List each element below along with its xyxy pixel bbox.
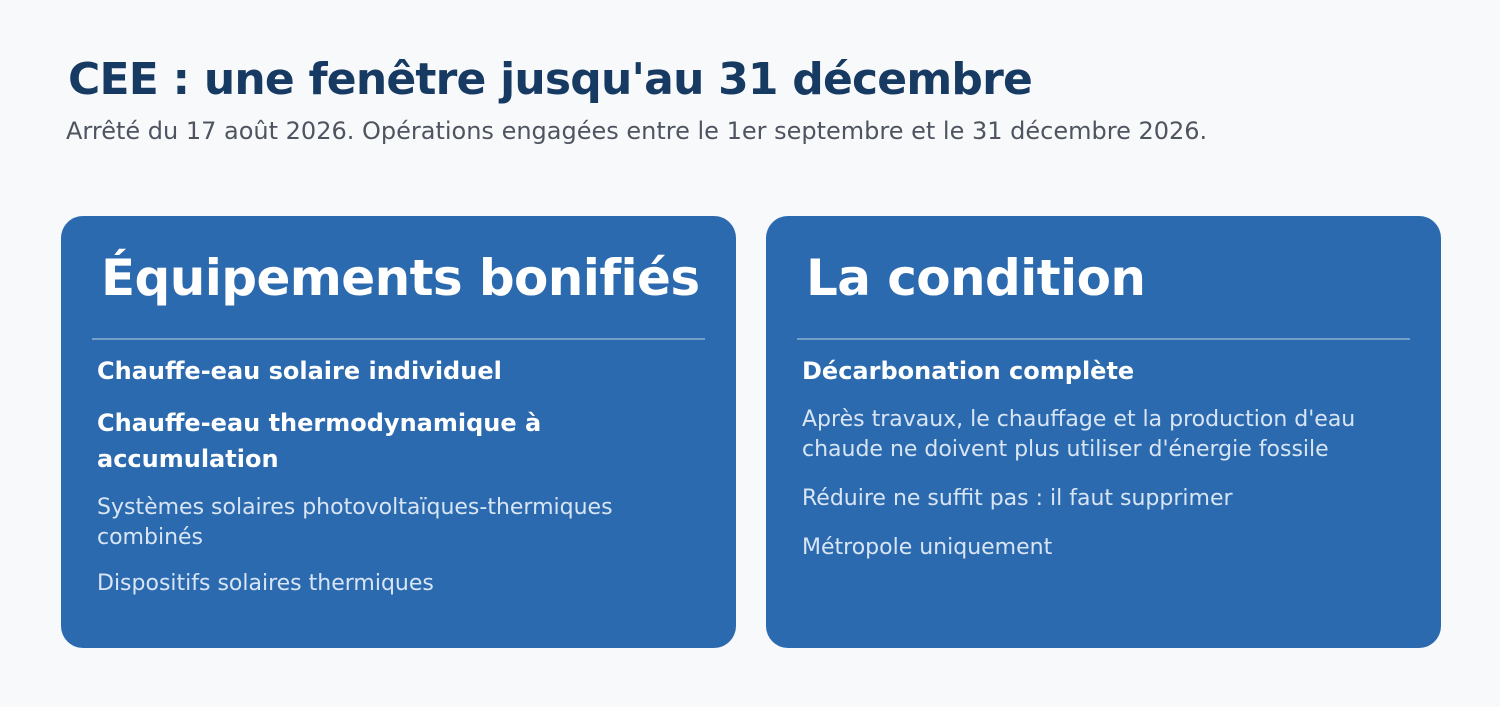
condition-card (766, 216, 1441, 648)
condition-item-no-fossil-energy: Après travaux, le chauffage et la production d'eau chaude ne doivent plus utiliser d'énergie fossile (802, 407, 1356, 462)
bonus-equipment-card-divider (92, 338, 705, 340)
bonus-equipment-item-pvt-systems: Systèmes solaires photovoltaïques-thermiques combinés (97, 495, 613, 550)
condition-item-remove-not-reduce: Réduire ne suffit pas : il faut supprimer (802, 486, 1233, 511)
bonus-equipment-card-title: Équipements bonifiés (101, 249, 700, 307)
page-header (68, 50, 1448, 148)
condition-list (802, 353, 1413, 582)
bonus-equipment-item-solar-water-heater: Chauffe-eau solaire individuel (97, 357, 502, 385)
bonus-equipment-card (61, 216, 736, 648)
bonus-equipment-list (97, 353, 708, 615)
condition-item-metropole-only: Métropole uniquement (802, 535, 1053, 560)
bonus-equipment-item-thermodynamic-water-heater: Chauffe-eau thermodynamique à accumulation (97, 409, 542, 473)
page-title: CEE : une fenêtre jusqu'au 31 décembre (68, 54, 1033, 105)
bonus-equipment-item-solar-thermal-devices: Dispositifs solaires thermiques (97, 571, 434, 596)
page-subtitle: Arrêté du 17 août 2026. Opérations engagées entre le 1er septembre et le 31 décembre 2026. (66, 117, 1208, 145)
condition-card-divider (797, 338, 1410, 340)
condition-card-title: La condition (806, 249, 1146, 307)
condition-item-decarbonization: Décarbonation complète (802, 357, 1135, 385)
